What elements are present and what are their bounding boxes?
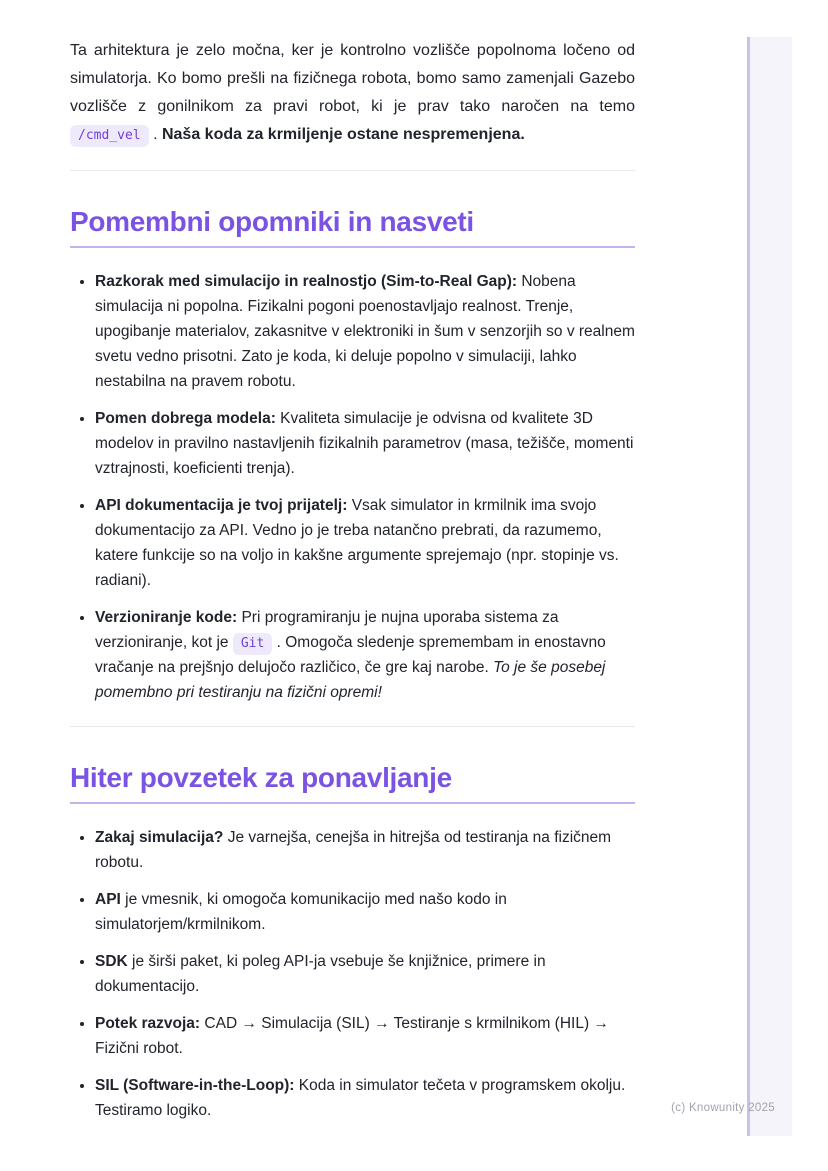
text-segment: Zakaj simulacija? [95, 829, 228, 846]
section-divider [70, 726, 635, 727]
list-item [95, 949, 635, 999]
text-segment: Pri programiranju je nujna uporaba sistema za verzioniranje, kot je [95, 609, 559, 651]
list-item [95, 825, 635, 875]
bullet-list [70, 269, 635, 705]
text-segment: CAD → Simulacija (SIL) → Testiranje s krmilnikom (HIL) → Fizični robot. [95, 1015, 609, 1057]
section-divider [70, 170, 635, 171]
sections-container [70, 170, 635, 1123]
text-segment: je vmesnik, ki omogoča komunikacijo med našo kodo in simulatorjem/krmilnikom. [95, 891, 507, 933]
text-segment: Kvaliteta simulacije je odvisna od kvalitete 3D modelov in pravilno nastavljenih fizikalnih parametrov (masa, težišče, momenti vztrajnosti, koeficienti trenja). [95, 410, 634, 477]
section-title: Hiter povzetek za ponavljanje [70, 762, 452, 793]
text-segment: API [95, 891, 126, 908]
bullet-list [70, 825, 635, 1123]
list-item [95, 1011, 635, 1061]
inline-code-chip: /cmd_vel [70, 125, 149, 147]
list-item [95, 1073, 635, 1123]
text-segment: Vsak simulator in krmilnik ima svojo dokumentacijo za API. Vedno jo je treba natančno prebrati, da razumemo, katere funkcije so na voljo in kakšne argumente sprejemajo (npr. stopinje vs. radiani). [95, 497, 619, 589]
text-segment: Verzioniranje kode: [95, 609, 242, 626]
footer-credit: (c) Knowunity 2025 [671, 1102, 775, 1114]
text-segment: API dokumentacija je tvoj prijatelj: [95, 497, 352, 514]
list-item [95, 406, 635, 481]
list-item [95, 605, 635, 705]
text-segment: To je še posebej pomembno pri testiranju na fizični opremi! [95, 659, 606, 701]
section-title-underline [70, 246, 635, 248]
text-segment: Potek razvoja: [95, 1015, 205, 1032]
text-segment: Razkorak med simulacijo in realnostjo (Sim-to-Real Gap): [95, 273, 522, 290]
list-item [95, 269, 635, 394]
section-title: Pomembni opomniki in nasveti [70, 206, 474, 237]
text-segment: Je varnejša, cenejša in hitrejša od testiranja na fizičnem robotu. [95, 829, 612, 871]
text-segment: Naša koda za krmiljenje ostane nespremenjena. [161, 126, 525, 143]
text-segment: je širši paket, ki poleg API-ja vsebuje še knjižnice, primere in dokumentacijo. [95, 953, 546, 995]
text-segment: Pomen dobrega modela: [95, 410, 281, 427]
inline-code-chip: Git [233, 633, 272, 655]
section-title-underline [70, 802, 635, 804]
document-content [70, 0, 635, 1135]
list-item [95, 493, 635, 593]
list-item [95, 887, 635, 937]
text-segment: Ta arhitektura je zelo močna, ker je kontrolno vozlišče popolnoma ločeno od simulatorja. Ko bomo prešli na fizičnega robota, bomo samo zamenjali Gazebo vozlišče z gonilnikom za pravi robot, ki je prav tako naročen na temo [70, 42, 635, 115]
text-segment: SIL (Software-in-the-Loop): [95, 1077, 299, 1094]
text-segment: Nobena simulacija ni popolna. Fizikalni pogoni poenostavljajo realnost. Trenje, upogibanje materialov, zakasnitve v elektroniki in šum v senzorjih so v realnem svetu vedno prisotni. Zato je koda, ki deluje popolno v simulaciji, lahko nestabilna na pravem robotu. [95, 273, 635, 390]
text-segment: Koda in simulator tečeta v programskem okolju. Testiramo logiko. [95, 1077, 626, 1119]
page-edge-strip [747, 37, 792, 1136]
intro-paragraph [70, 37, 635, 149]
text-segment: . Omogoča sledenje spremembam in enostavno vračanje na prejšnjo delujočo različico, če gre kaj narobe. [95, 634, 606, 676]
text-segment: . [148, 126, 162, 143]
text-segment: SDK [95, 953, 133, 970]
